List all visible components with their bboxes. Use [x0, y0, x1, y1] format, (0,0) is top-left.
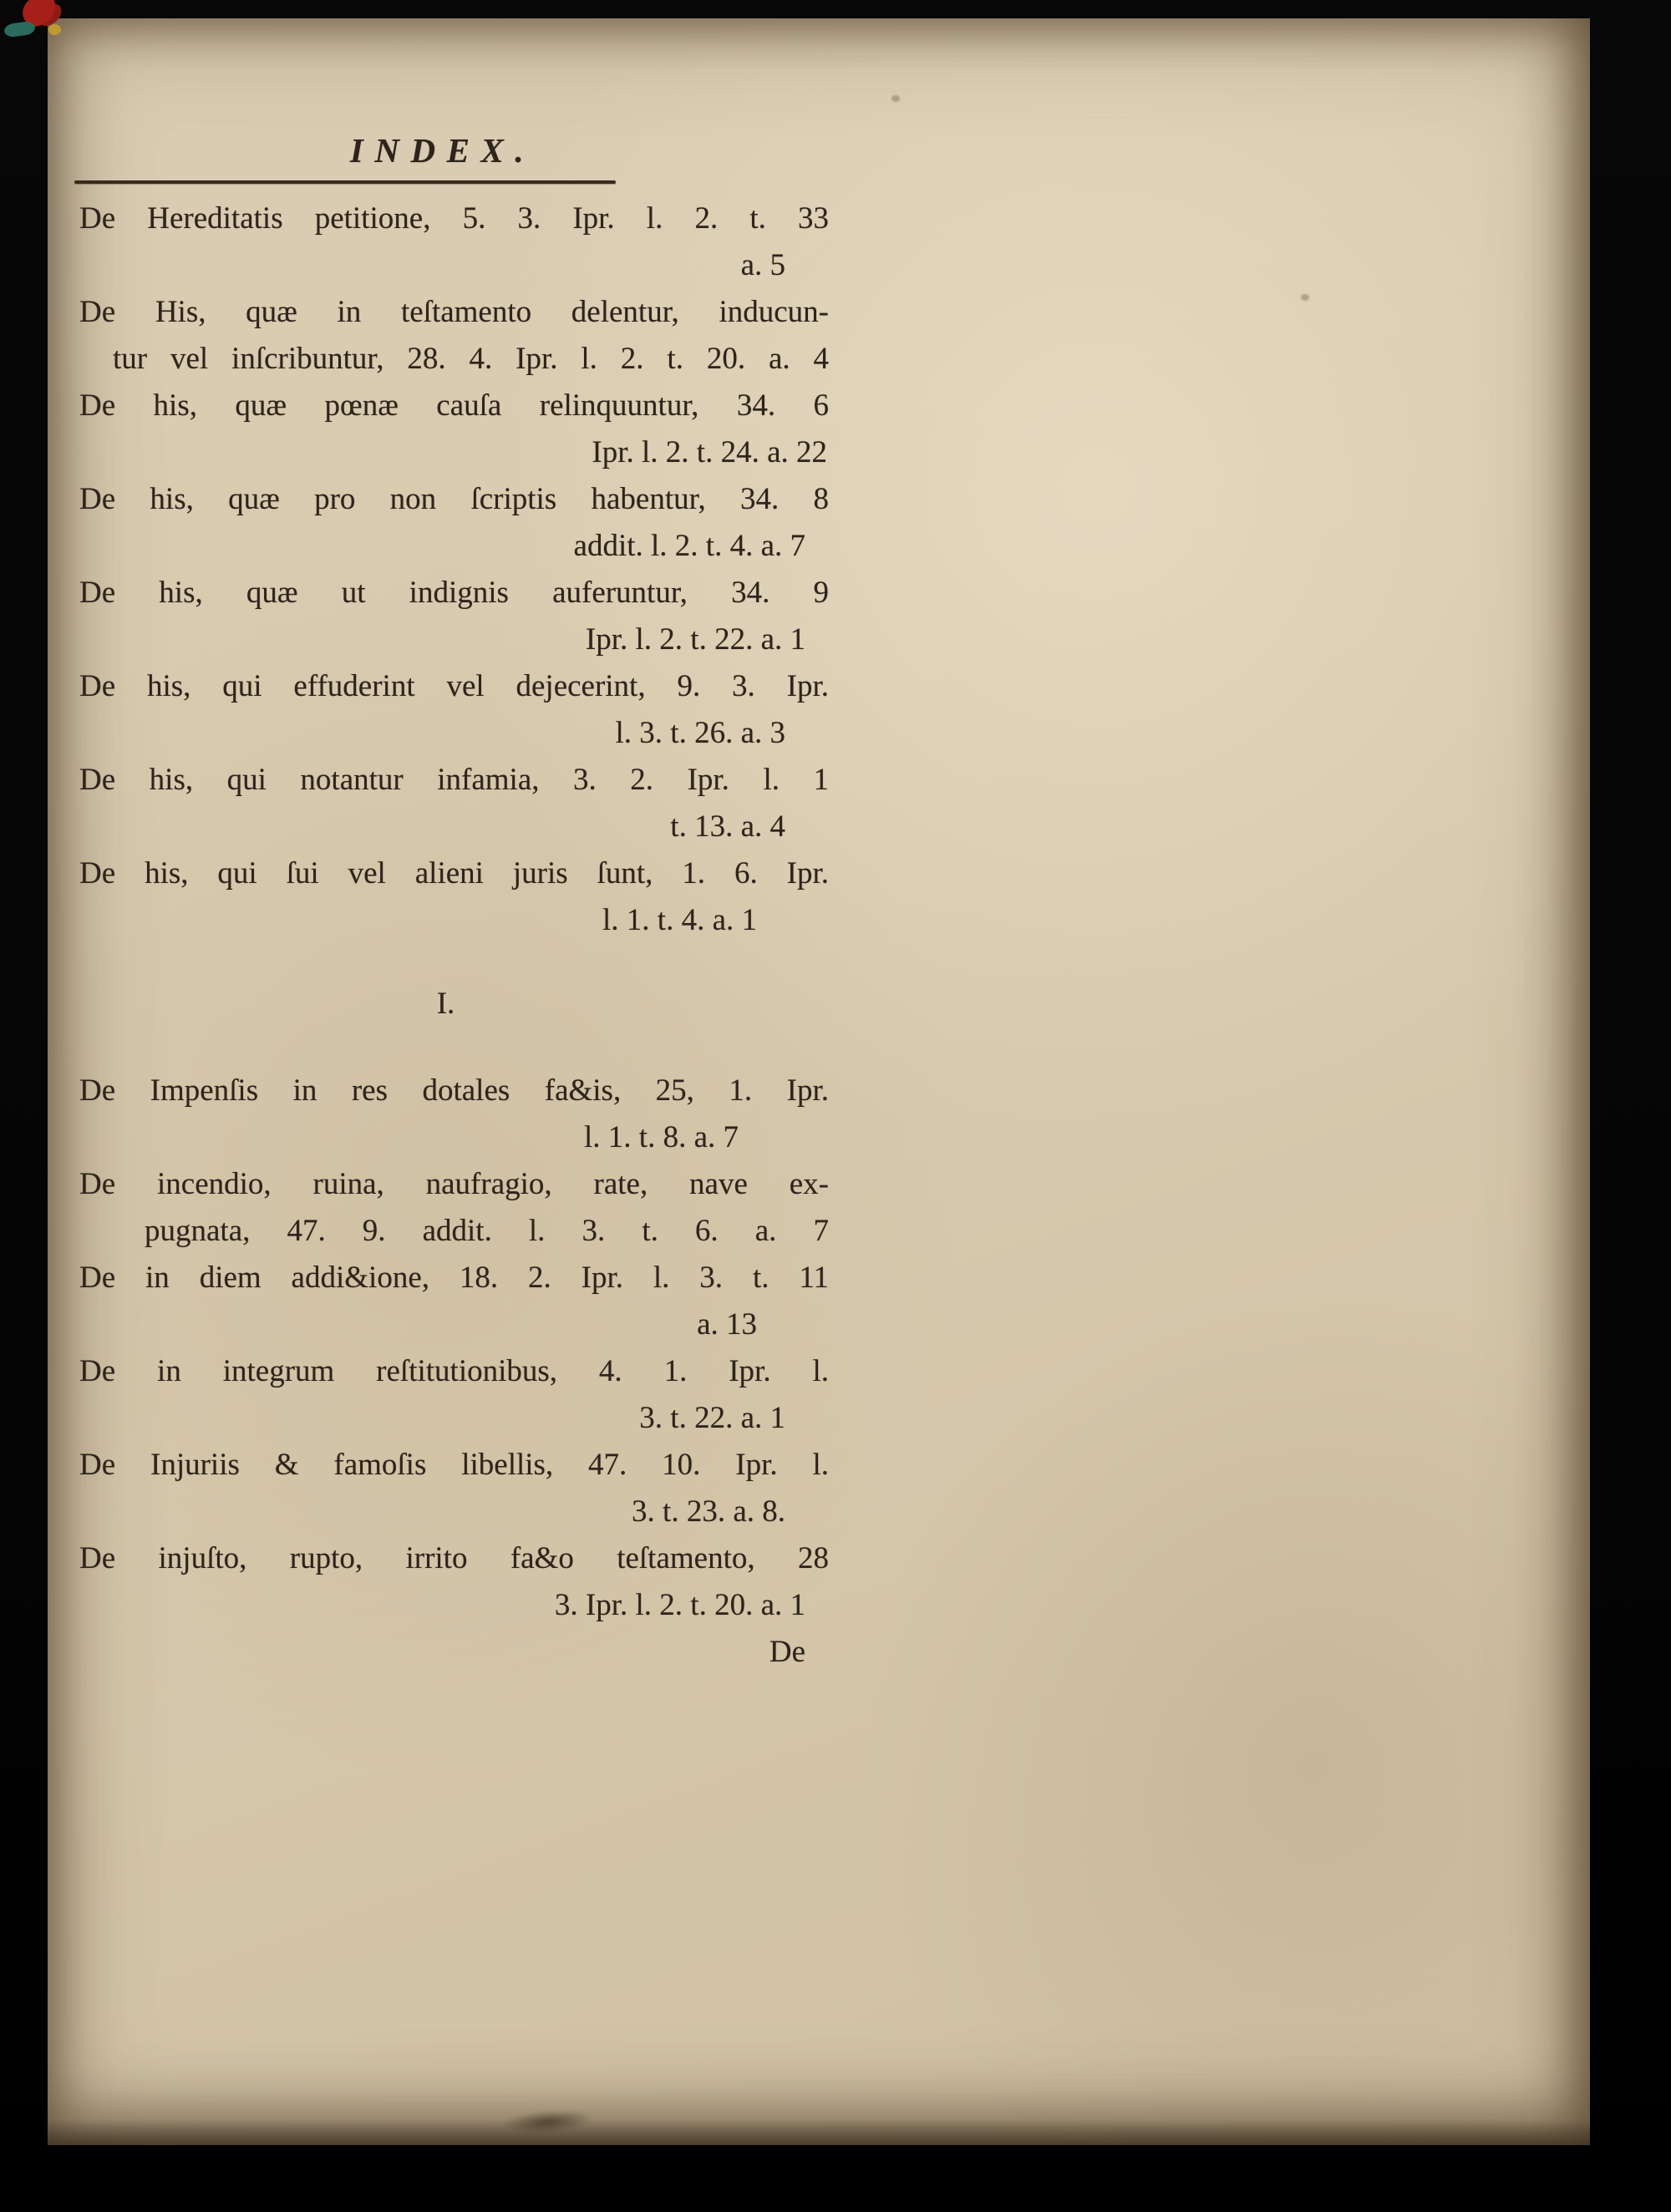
index-entry-line: a. 13 [697, 1307, 757, 1342]
index-entry-line: addit. l. 2. t. 4. a. 7 [573, 529, 805, 563]
ink-smudge [502, 2108, 594, 2135]
index-entry-line: De in integrum reſtitutionibus, 4. 1. Ipr. l. [79, 1354, 829, 1388]
header-rule [74, 180, 616, 184]
index-entry-line: 3. t. 23. a. 8. [632, 1494, 785, 1529]
section-heading: I. [436, 987, 455, 1021]
index-entry-line: t. 13. a. 4 [670, 809, 785, 844]
index-entry-line: De Injuriis & famoſis libellis, 47. 10. Ipr. l. [79, 1448, 829, 1482]
index-entry-line: De in diem addi&ione, 18. 2. Ipr. l. 3. t. 11 [79, 1261, 829, 1295]
index-entry-line: 3. t. 22. a. 1 [639, 1401, 785, 1435]
index-entry-line: De Hereditatis petitione, 5. 3. Ipr. l. 2. t. 33 [79, 201, 829, 236]
scan-artifact-yellow [48, 24, 61, 35]
index-entry-line: l. 3. t. 26. a. 3 [615, 716, 785, 750]
page-header: INDEX. [349, 131, 536, 170]
index-entry-line: Ipr. l. 2. t. 22. a. 1 [585, 622, 805, 657]
paper-speck [891, 95, 900, 102]
index-entry-line: De his, qui effuderint vel dejecerint, 9. 3. Ipr. [79, 669, 829, 703]
index-entry-line: De his, qui ſui vel alieni juris ſunt, 1. 6. Ipr. [79, 856, 829, 890]
index-entry-line: l. 1. t. 4. a. 1 [602, 903, 757, 937]
book-page [48, 18, 1590, 2145]
index-entry-line: De his, quæ pœnæ cauſa relinquuntur, 34. 6 [79, 388, 829, 423]
index-entry-line: De injuſto, rupto, irrito fa&o teſtamento, 28 [79, 1541, 829, 1575]
index-entry-line: l. 1. t. 8. a. 7 [584, 1120, 739, 1154]
index-entry-line: 3. Ipr. l. 2. t. 20. a. 1 [554, 1588, 805, 1622]
index-entry-line: a. 5 [740, 248, 785, 282]
scan-artifact-teal [3, 21, 36, 38]
index-entry-line: De his, quæ ut indignis auferuntur, 34. 9 [79, 576, 829, 610]
index-entry-line: De His, quæ in teſtamento delentur, inducun- [79, 295, 829, 329]
catchword: De [769, 1635, 805, 1669]
index-entry-line: De Impenſis in res dotales fa&is, 25, 1. Ipr. [79, 1073, 829, 1108]
paper-speck [1301, 294, 1309, 301]
index-entry-line: Ipr. l. 2. t. 24. a. 22 [592, 435, 827, 469]
index-entry-line: De his, qui notantur infamia, 3. 2. Ipr. l. 1 [79, 763, 829, 797]
index-text-block [79, 117, 829, 1676]
index-entry-line: tur vel inſcribuntur, 28. 4. Ipr. l. 2. t. 20. a. 4 [113, 342, 829, 376]
index-entry-line: pugnata, 47. 9. addit. l. 3. t. 6. a. 7 [145, 1214, 829, 1248]
index-entry-line: De his, quæ pro non ſcriptis habentur, 34. 8 [79, 482, 829, 516]
index-entry-line: De incendio, ruina, naufragio, rate, nave ex- [79, 1167, 829, 1201]
